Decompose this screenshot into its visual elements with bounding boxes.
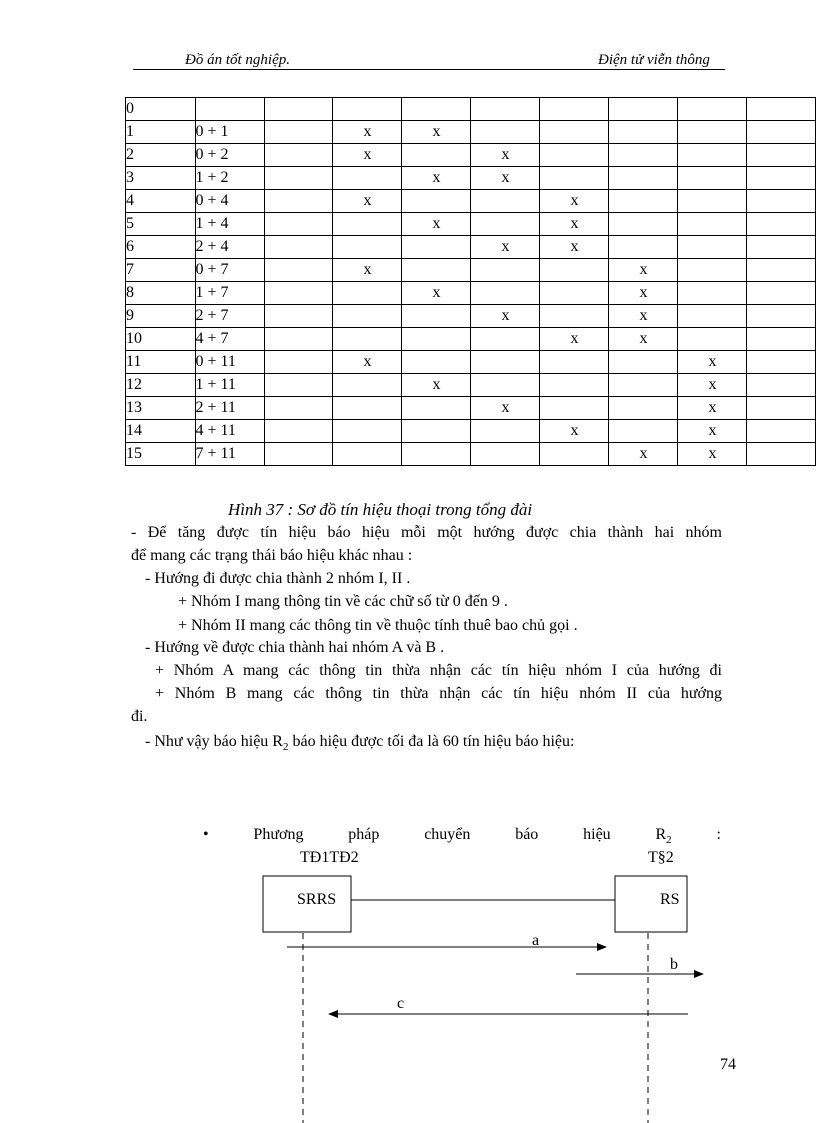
mark-cell: x bbox=[402, 213, 471, 236]
mark-cell: x bbox=[678, 443, 747, 466]
paragraph-line: + Nhóm A mang các thông tin thừa nhận các tín hiệu nhóm I của hướng đi bbox=[155, 662, 722, 679]
r2-subscript: 2 bbox=[666, 834, 672, 847]
r2-subscript: 2 bbox=[282, 741, 289, 754]
bullet-dot: • bbox=[203, 826, 209, 843]
row-code: 4 + 11 bbox=[195, 420, 264, 443]
mark-cell: x bbox=[333, 190, 402, 213]
bullet-colon: : bbox=[716, 826, 721, 843]
paragraph-line: - Hướng về được chia thành hai nhóm A và B . bbox=[145, 639, 445, 656]
mark-cell: x bbox=[609, 443, 678, 466]
mark-cell: x bbox=[540, 236, 609, 259]
row-number: 15 bbox=[126, 443, 196, 466]
row-number: 13 bbox=[126, 397, 196, 420]
mark-cell: x bbox=[609, 305, 678, 328]
mark-cell: x bbox=[609, 259, 678, 282]
mark-cell: x bbox=[678, 374, 747, 397]
box-right-label: RS bbox=[660, 891, 680, 908]
row-number: 14 bbox=[126, 420, 196, 443]
mark-cell: x bbox=[402, 374, 471, 397]
r2-text: - Như vậy báo hiệu R bbox=[145, 733, 283, 750]
mark-cell: x bbox=[540, 420, 609, 443]
row-code: 7 + 11 bbox=[195, 443, 264, 466]
row-number: 3 bbox=[126, 167, 196, 190]
r2-letter: R bbox=[655, 826, 667, 843]
figure-caption: Hình 37 : Sơ đồ tín hiệu thoại trong tổng đài bbox=[228, 500, 533, 519]
row-code: 1 + 2 bbox=[195, 167, 264, 190]
mark-cell: x bbox=[471, 236, 540, 259]
row-code: 1 + 11 bbox=[195, 374, 264, 397]
mark-cell: x bbox=[402, 282, 471, 305]
row-number: 4 bbox=[126, 190, 196, 213]
row-number: 6 bbox=[126, 236, 196, 259]
mark-cell: x bbox=[540, 213, 609, 236]
bullet-word: hiệu bbox=[583, 826, 611, 843]
row-code: 2 + 4 bbox=[195, 236, 264, 259]
row-number: 5 bbox=[126, 213, 196, 236]
row-number: 0 bbox=[126, 98, 196, 121]
page-number: 74 bbox=[720, 1056, 736, 1073]
row-number: 9 bbox=[126, 305, 196, 328]
paragraph-line: + Nhóm B mang các thông tin thừa nhận các tín hiệu nhóm II của hướng bbox=[155, 685, 722, 702]
row-code: 2 + 11 bbox=[195, 397, 264, 420]
row-number: 11 bbox=[126, 351, 196, 374]
mark-cell: x bbox=[471, 397, 540, 420]
paragraph-line: đi. bbox=[131, 708, 148, 725]
paragraph-line: + Nhóm I mang thông tin về các chữ số từ 0 đến 9 . bbox=[178, 593, 508, 610]
mark-cell: x bbox=[333, 259, 402, 282]
bullet-word: Phương bbox=[253, 826, 304, 843]
row-code: 1 + 4 bbox=[195, 213, 264, 236]
paragraph-line: - Hướng đi được chia thành 2 nhóm I, II . bbox=[145, 570, 411, 587]
mark-cell: x bbox=[678, 351, 747, 374]
mark-cell: x bbox=[402, 121, 471, 144]
mark-cell: x bbox=[609, 328, 678, 351]
mark-cell: x bbox=[333, 121, 402, 144]
row-code: 0 + 11 bbox=[195, 351, 264, 374]
r2-rest: báo hiệu được tối đa là 60 tín hiệu báo hiệu: bbox=[288, 733, 575, 750]
row-number: 2 bbox=[126, 144, 196, 167]
paragraph-line: + Nhóm II mang các thông tin về thuộc tính thuê bao chủ gọi . bbox=[178, 617, 578, 634]
row-code: 0 + 7 bbox=[195, 259, 264, 282]
mark-cell: x bbox=[678, 397, 747, 420]
row-code: 0 + 4 bbox=[195, 190, 264, 213]
row-code: 2 + 7 bbox=[195, 305, 264, 328]
mark-cell: x bbox=[471, 144, 540, 167]
bullet-word: báo bbox=[515, 826, 539, 843]
mark-cell: x bbox=[471, 167, 540, 190]
row-number: 10 bbox=[126, 328, 196, 351]
mark-cell: x bbox=[471, 305, 540, 328]
arrow-c-label: c bbox=[397, 995, 405, 1012]
header-right: Điện tử viễn thông bbox=[598, 52, 710, 68]
mark-cell: x bbox=[333, 144, 402, 167]
exchange-label-right: T§2 bbox=[648, 849, 674, 866]
mark-cell: x bbox=[333, 351, 402, 374]
arrow-a-label: a bbox=[532, 932, 540, 949]
exchange-label-left: TĐ1TĐ2 bbox=[300, 849, 359, 866]
mark-cell: x bbox=[402, 167, 471, 190]
row-code: 1 + 7 bbox=[195, 282, 264, 305]
mark-cell: x bbox=[540, 190, 609, 213]
row-number: 8 bbox=[126, 282, 196, 305]
row-code: 4 + 7 bbox=[195, 328, 264, 351]
bullet-word: pháp bbox=[348, 826, 380, 843]
paragraph-line: để mang các trạng thái báo hiệu khác nhau : bbox=[131, 547, 413, 564]
row-number: 7 bbox=[126, 259, 196, 282]
bullet-word: chuyển bbox=[424, 826, 471, 843]
row-number: 1 bbox=[126, 121, 196, 144]
mark-cell: x bbox=[678, 420, 747, 443]
row-code: 0 + 2 bbox=[195, 144, 264, 167]
arrow-b-label: b bbox=[670, 956, 678, 973]
header-left: Đồ án tốt nghiệp. bbox=[185, 52, 290, 68]
box-left-label: SRRS bbox=[297, 891, 337, 908]
paragraph-line: - Để tăng được tín hiệu báo hiệu mỗi một hướng được chia thành hai nhóm bbox=[131, 524, 722, 541]
row-number: 12 bbox=[126, 374, 196, 397]
mark-cell: x bbox=[540, 328, 609, 351]
mark-cell: x bbox=[609, 282, 678, 305]
row-code: 0 + 1 bbox=[195, 121, 264, 144]
